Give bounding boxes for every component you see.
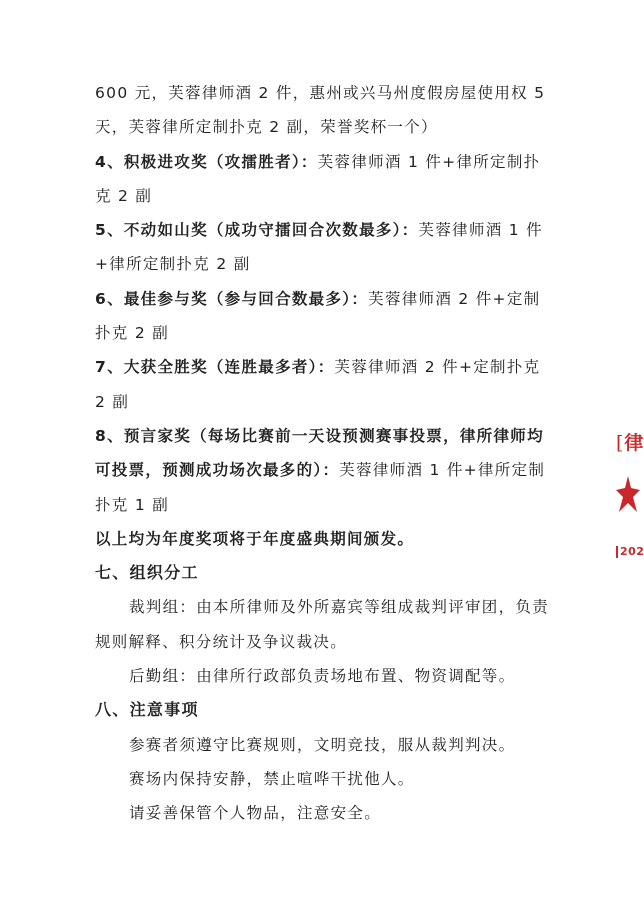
section-8-heading: 八、注意事项 [95, 700, 199, 720]
award-5-title: 5、不动如山奖（成功守擂回合次数最多）： [95, 221, 419, 240]
award-4 [95, 145, 555, 214]
award-6 [95, 282, 555, 351]
award-8-title: 8、预言家奖（每场比赛前一天设预测赛事投票，律所律师均可投票，预测成功场次最多的）： [95, 426, 544, 480]
logistics-group: 后勤组：由律所行政部负责场地布置、物资调配等。 [129, 667, 516, 686]
award-5-prize: 芙蓉律师酒 1 件+律所定制扑克 2 副 [95, 221, 543, 274]
prize-continuation: 600 元，芙蓉律师酒 2 件，惠州或兴马州度假房屋使用权 5 天，芙蓉律所定制扑克 2 副，荣誉奖杯一个） [95, 84, 546, 137]
award-8-prize: 芙蓉律师酒 1 件+律所定制扑克 1 副 [95, 461, 546, 514]
note-quiet: 赛场内保持安静，禁止喧哗干扰他人。 [129, 769, 415, 788]
award-5 [95, 213, 555, 282]
award-7-prize: 芙蓉律师酒 2 件+定制扑克 2 副 [95, 358, 541, 411]
note-belongings: 请妥善保管个人物品，注意安全。 [129, 804, 382, 823]
award-8 [95, 419, 555, 522]
note-rules: 参赛者须遵守比赛规则，文明竞技，服从裁判判决。 [129, 735, 516, 754]
side-tab-year: 202 [616, 546, 644, 558]
award-4-title: 4、积极进攻奖（攻擂胜者）： [95, 152, 318, 171]
award-7 [95, 350, 555, 419]
side-tab [610, 432, 644, 558]
star-icon [616, 474, 640, 518]
referee-group: 裁判组：由本所律师及外所嘉宾等组成裁判评审团，负责规则解释、积分统计及争议裁决。 [95, 598, 550, 651]
award-6-prize: 芙蓉律师酒 2 件+定制扑克 2 副 [95, 289, 541, 343]
annual-note: 以上均为年度奖项将于年度盛典期间颁发。 [95, 529, 415, 548]
section-7-heading: 七、组织分工 [95, 563, 199, 583]
award-7-title: 7、大获全胜奖（连胜最多者）： [95, 358, 335, 377]
award-4-prize: 芙蓉律师酒 1 件+律所定制扑克 2 副 [95, 152, 541, 205]
award-6-title: 6、最佳参与奖（参与回合数最多）： [95, 289, 369, 308]
side-tab-char: [ 律 [616, 432, 643, 454]
document-body [95, 76, 555, 831]
